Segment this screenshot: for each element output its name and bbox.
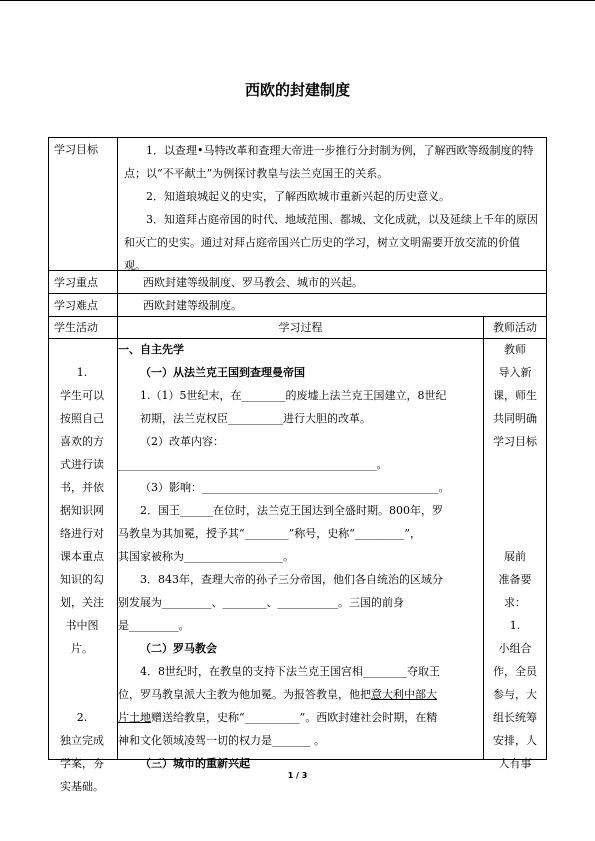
difficulty-label: 学习难点 [54,299,98,312]
teacher-line: 共同明确 [493,412,537,425]
teacher-line: 安排，人 [493,734,537,747]
teacher-line: 学习目标 [493,435,537,448]
student-line: 学生可以 [60,389,104,402]
question-line: 4．8世纪时，在教皇的支持下法兰克王国宫相________夺取王 [140,665,440,678]
goal-item: 1．以查理•马特改革和查理大帝进一步推行分封制为例，了解西欧等级制度的特点；以“不平献土”为例探讨教皇与法兰克国王的关系。 [124,144,534,180]
key-label: 学习重点 [54,276,98,289]
question-line: 1.（1）5世纪末，在________的废墟上法兰克王国建立，8世纪 [140,389,447,402]
subsection-heading: （三）城市的重新兴起 [140,757,250,770]
student-line: 实基础。 [60,780,104,793]
teacher-line: 小组合 [498,642,532,655]
teacher-line: 1. [509,619,521,632]
teacher-activity [484,338,546,775]
goal-item: 3．知道拜占庭帝国的时代、地域范围、都城、文化成就，以及延续上千年的原因和灭亡的史实。通过对拜占庭帝国兴亡历史的学习，树立文明需要开放交流的价值观。 [124,213,538,272]
question-line: _______________________________________________。 [118,458,388,471]
question-text: 位，罗马教皇派大主教为他加冕。为报答教皇，他把 [118,688,371,701]
student-line: 据知识网 [60,504,104,517]
question-line: 3．843年，查理大帝的孙子三分帝国，他们各自统治的区域分 [140,573,443,586]
teacher-line: 展前 [504,550,526,563]
question-line: 2．国王______在位时，法兰克王国达到全盛时期。800年，罗 [140,504,443,517]
student-line: 划，关注 [60,596,104,609]
teacher-line: 求： [504,596,526,609]
question-line: 别发展为_________、________、___________。三国的前身 [118,596,404,609]
teacher-line: 参与，大 [493,688,537,701]
teacher-line: 导入新 [498,366,532,379]
learning-process [118,338,482,775]
student-line: 2. [76,711,88,724]
student-line: 书，并依 [60,481,104,494]
question-line: 初期，法兰克权臣__________进行大胆的改革。 [140,412,371,425]
teacher-line: 准备要 [498,573,532,586]
question-line: 其国家被称为__________________。 [118,550,294,563]
teacher-line: 人有事 [498,757,532,770]
top-rule [0,0,595,1]
student-activity [49,361,115,798]
subsection-heading: （一）从法兰克王国到查理曼帝国 [140,366,305,379]
teacher-line: 组长统筹 [493,711,537,724]
question-line: （3）影响：___________________________________________。 [140,481,450,494]
page-number: 1 / 3 [287,771,308,780]
header-process: 学习过程 [278,321,323,334]
teacher-line: 课，师生 [493,389,537,402]
student-line: 知识的勾 [60,573,104,586]
teacher-line: 作，全员 [493,665,537,678]
student-line: 喜欢的方 [60,435,104,448]
key-text: 西欧封建等级制度、罗马教会、城市的兴起。 [143,276,363,289]
question-line: 马教皇为其加冕，授予其“________”称号，史称“_________”， [118,527,421,540]
header-student: 学生活动 [54,321,98,334]
student-line: 式进行读 [60,458,104,471]
student-line: 按照自己 [60,412,104,425]
underlined-text: 片土地 [118,711,151,724]
question-line: 神和文化领域凌驾一切的权力是_______ 。 [118,734,325,747]
goal-label: 学习目标 [54,143,98,156]
subsection-heading: （二）罗马教会 [140,642,217,655]
header-teacher: 教师活动 [493,321,537,334]
goal-item: 2．知道琅城起义的史实，了解西欧城市重新兴起的历史意义。 [146,190,450,203]
question-line: 是_________。 [118,619,190,632]
student-line: 独立完成 [60,734,104,747]
student-line: 学案，夯 [60,757,104,770]
student-line: 课本重点 [60,550,104,563]
page-title: 西欧的封建制度 [244,81,350,99]
student-line: 片。 [71,642,93,655]
goal-list [124,139,540,277]
difficulty-text: 西欧封建等级制度。 [143,299,242,312]
student-line: 络进行对 [60,527,104,540]
teacher-line: 教师 [504,343,526,356]
section-heading: 一、自主先学 [118,343,184,356]
underlined-text: 意大利中部大 [371,688,437,701]
student-line: 1. [76,366,88,379]
question-line: （2）改革内容： [140,435,224,448]
student-line: 书中图 [65,619,99,632]
question-text: 赠送给教皇，史称“__________”。西欧封建社会时期，在精 [151,711,438,724]
question-line [118,683,482,706]
question-line [118,706,482,729]
